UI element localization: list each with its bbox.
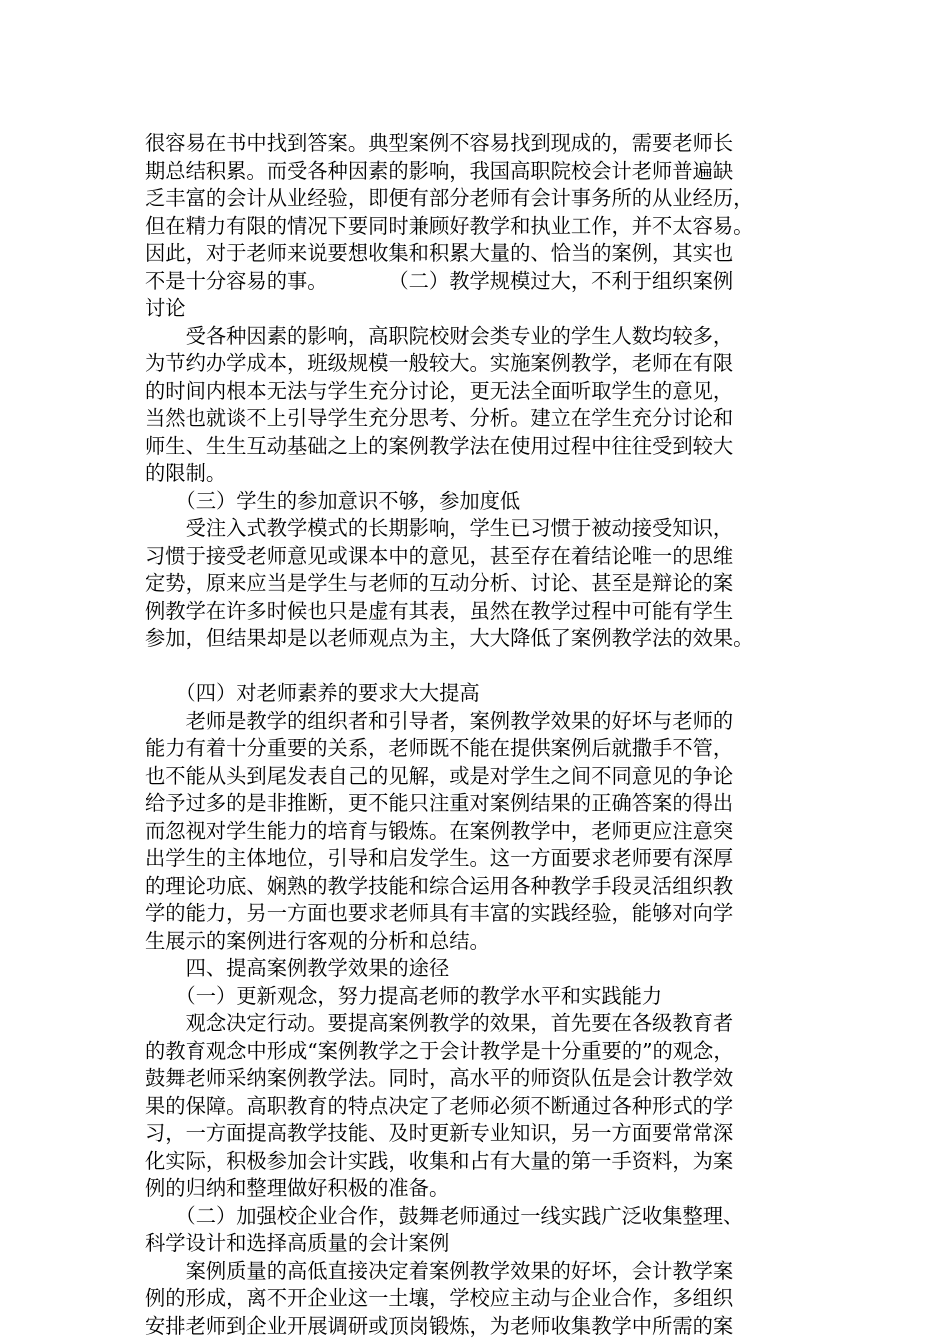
text-line: 也不能从头到尾发表自己的见解，或是对学生之间不同意见的争论 — [145, 763, 734, 788]
text-line: 期总结积累。而受各种因素的影响，我国高职院校会计老师普遍缺 — [145, 158, 734, 183]
text-line: 不是十分容易的事。 （二）教学规模过大，不利于组织案例 — [145, 268, 734, 293]
text-line: 化实际，积极参加会计实践，收集和占有大量的第一手资料，为案 — [145, 1148, 734, 1173]
text-line: 受各种因素的影响，高职院校财会类专业的学生人数均较多， — [145, 323, 734, 348]
text-line: 能力有着十分重要的关系，老师既不能在提供案例后就撒手不管， — [145, 736, 734, 760]
text-line: 学的能力，另一方面也要求老师具有丰富的实践经验，能够对向学 — [145, 901, 734, 925]
text-line: 很容易在书中找到答案。典型案例不容易找到现成的，需要老师长 — [145, 131, 734, 155]
text-line: 习惯于接受老师意见或课本中的意见，甚至存在着结论唯一的思维 — [145, 543, 734, 568]
text-line: 定势，原来应当是学生与老师的互动分析、讨论、甚至是辩论的案 — [145, 571, 734, 595]
text-line: 出学生的主体地位，引导和启发学生。这一方面要求老师要有深厚 — [145, 846, 734, 870]
text-line: 当然也就谈不上引导学生充分思考、分析。建立在学生充分讨论和 — [145, 406, 734, 430]
text-line: 乏丰富的会计从业经验，即便有部分老师有会计事务所的从业经历， — [145, 186, 754, 210]
text-line: 而忽视对学生能力的培育与锻炼。在案例教学中，老师更应注意突 — [145, 818, 734, 843]
document-body — [145, 130, 805, 1340]
text-line: 习，一方面提高教学技能、及时更新专业知识，另一方面要常常深 — [145, 1121, 734, 1145]
section-heading: （三）学生的参加意识不够，参加度低 — [145, 488, 521, 513]
text-line: 讨论 — [145, 296, 186, 320]
text-line: 的时间内根本无法与学生充分讨论，更无法全面听取学生的意见， — [145, 378, 734, 403]
text-line: 例的形成，离不开企业这一土壤，学校应主动与企业合作，多组织 — [145, 1286, 734, 1310]
section-heading: 四、提高案例教学效果的途径 — [145, 956, 450, 980]
section-heading: （二）加强校企业合作，鼓舞老师通过一线实践广泛收集整理、 — [145, 1203, 744, 1228]
text-line: 老师是教学的组织者和引导者，案例教学效果的好坏与老师的 — [145, 708, 734, 733]
text-line: 为节约办学成本，班级规模一般较大。实施案例教学，老师在有限 — [145, 351, 734, 375]
text-line: 的限制。 — [145, 461, 227, 485]
text-line: 鼓舞老师采纳案例教学法。同时，高水平的师资队伍是会计教学效 — [145, 1066, 734, 1090]
section-heading: （一）更新观念，努力提高老师的教学水平和实践能力 — [145, 983, 663, 1008]
text-line: 因此，对于老师来说要想收集和积累大量的、恰当的案例，其实也 — [145, 241, 734, 265]
section-heading: （四）对老师素养的要求大大提高 — [145, 681, 480, 705]
text-line: 例教学在许多时候也只是虚有其表，虽然在教学过程中可能有学生 — [145, 598, 734, 623]
text-line: 师生、生生互动基础之上的案例教学法在使用过程中往往受到较大 — [145, 433, 734, 458]
text-line: 参加，但结果却是以老师观点为主，大大降低了案例教学法的效果。 — [145, 626, 754, 650]
text-line: 案例质量的高低直接决定着案例教学效果的好坏，会计教学案 — [145, 1258, 734, 1283]
text-line: 但在精力有限的情况下要同时兼顾好教学和执业工作，并不太容易。 — [145, 213, 754, 238]
text-line: 的教育观念中形成“案例教学之于会计教学是十分重要的”的观念， — [145, 1038, 734, 1063]
text-line: 安排老师到企业开展调研或顶岗锻炼，为老师收集教学中所需的案 — [145, 1313, 734, 1338]
text-line: 果的保障。高职教育的特点决定了老师必须不断通过各种形式的学 — [145, 1093, 734, 1118]
text-line: 的理论功底、娴熟的教学技能和综合运用各种教学手段灵活组织教 — [145, 873, 734, 898]
text-line: 例的归纳和整理做好积极的准备。 — [145, 1176, 450, 1200]
text-line: 生展示的案例进行客观的分析和总结。 — [145, 928, 490, 953]
text-line: 观念决定行动。要提高案例教学的效果，首先要在各级教育者 — [145, 1011, 734, 1035]
section-heading: 科学设计和选择高质量的会计案例 — [145, 1231, 450, 1255]
blank-line — [145, 653, 805, 681]
text-line: 受注入式教学模式的长期影响，学生已习惯于被动接受知识， — [145, 516, 734, 540]
text-line: 给予过多的是非推断，更不能只注重对案例结果的正确答案的得出 — [145, 791, 734, 815]
